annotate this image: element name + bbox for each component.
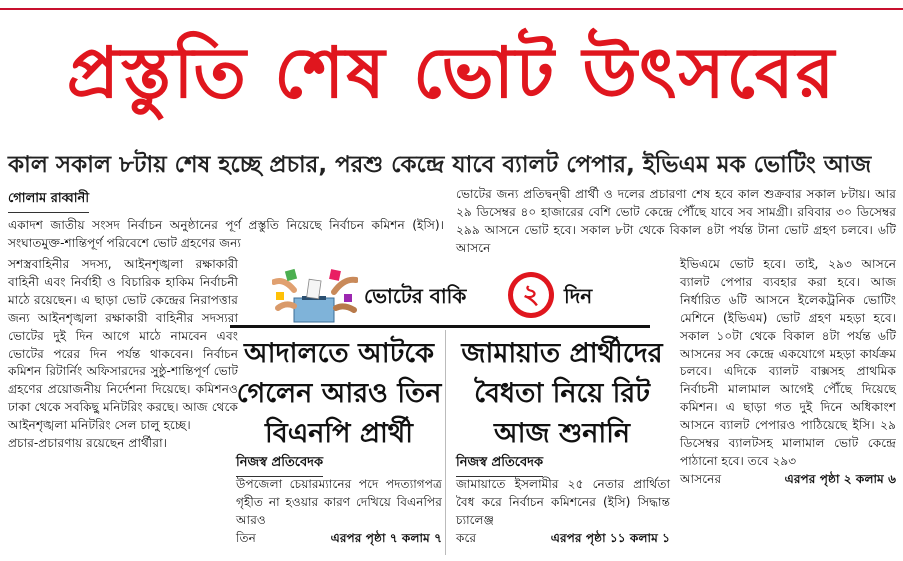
story-left-headline-line: আদালতে আটকে — [243, 338, 435, 369]
story-left-headline-line: বিএনপি প্রার্থী — [264, 418, 414, 449]
countdown-number: ২ — [513, 277, 549, 313]
top-rule — [0, 0, 903, 10]
main-col3 — [680, 256, 896, 489]
countdown-number-badge — [508, 272, 554, 318]
story-left-jump-link[interactable]: এরপর পৃষ্ঠা ৭ কলাম ৭ — [330, 530, 442, 545]
story-right-byline: নিজস্ব প্রতিবেদক — [456, 453, 543, 477]
main-jump-link[interactable]: এরপর পৃষ্ঠা ২ কলাম ৬ — [784, 471, 896, 486]
story-right-text: জামায়াতে ইসলামীর ২৫ নেতার প্রার্থিতা বৈধ করে নির্বাচন কমিশনের (ইসি) সিদ্ধান্ত চ্যালেঞ্জ — [456, 477, 670, 527]
banner-divider — [230, 325, 650, 328]
story-left-headline-line: গেলেন আরও তিন — [236, 378, 442, 409]
story-right-headline-line: বৈধতা নিয়ে রিট — [474, 378, 650, 409]
story-left-headline — [236, 334, 442, 454]
main-col3-text: ইভিএমে ভোট হবে। তাই, ২৯৩ আসনে ব্যালট পেপার ব্যবহার করা হবে। আজ নির্ধারিত ৬টি আসনে ইলেকট্রনিক ভোটিং মেশিনে (ইভিএম) ভোট গ্রহণ মহড়া হবে। সকাল ১০টা থেকে বিকাল ৪টা পর্যন্ত ৬টি আসনের সব কেন্দ্রে একযোগে মহড়া কার্যক্রম চলবে। এদিকে ব্যালট বাক্সসহ প্রাথমিক নির্বাচনী মালামাল আগেই পৌঁছে দিয়েছে কমিশন। এ ছাড়া গত দুই দিনে অধিকাংশ আসনে ব্যালট পেপারও পাঠিয়েছে ইসি। ২৯ ডিসেম্বর ব্যালটসহ মালামাল ভোট কেন্দ্রে পাঠানো হবে। তবে ২৯৩ — [680, 257, 896, 468]
ballot-hands-icon — [272, 268, 358, 324]
story-right-jump-link[interactable]: এরপর পৃষ্ঠা ১১ কলাম ১ — [550, 530, 670, 545]
main-col2-top: ভোটের জন্য প্রতিদ্বন্দ্বী প্রার্থী ও দলের প্রচারণা শেষ হবে কাল শুক্রবার সকাল ৮টায়। আর ২৯ ডিসেম্বর ৪০ হাজারের বেশি ভোট কেন্দ্রে পৌঁছে যাবে সব সামগ্রী। রবিবার ৩০ ডিসেম্বর ২৯৯ আসনে ভোট হবে। সকাল ৮টা থেকে বিকাল ৪টা পর্যন্ত টানা ভোট গ্রহণ চলবে। ৬টি আসনে — [456, 187, 896, 255]
main-col1-last: প্রচার-প্রচারণায় রয়েছেন প্রার্থীরা। — [8, 436, 167, 451]
countdown-banner — [272, 268, 622, 324]
column-divider — [445, 330, 446, 555]
main-headline: প্রস্তুতি শেষ ভোট উৎসবের — [66, 32, 837, 114]
story-left-end: তিন — [236, 530, 256, 545]
story-left-body — [236, 476, 442, 548]
countdown-label-before: ভোটের বাকি — [364, 284, 467, 308]
countdown-label-after: দিন — [564, 284, 593, 308]
main-col3-end: আসনের — [680, 471, 722, 486]
story-right-headline-line: জামায়াত প্রার্থীদের — [461, 338, 663, 369]
story-right-body — [456, 476, 670, 548]
main-byline: গোলাম রাব্বানী — [8, 189, 89, 213]
main-col1-body — [8, 256, 238, 453]
story-left-byline: নিজস্ব প্রতিবেদক — [236, 453, 323, 477]
story-right-headline — [450, 334, 674, 454]
story-right-headline-line: আজ শুনানি — [493, 418, 631, 449]
story-left-text: উপজেলা চেয়ারম্যানের পদে পদত্যাগপত্র গৃহীত না হওয়ার কারণ দেখিয়ে বিএনপির আরও — [236, 477, 442, 527]
story-right-end: করে — [456, 530, 477, 545]
subheadline: কাল সকাল ৮টায় শেষ হচ্ছে প্রচার, পরশু কেন্দ্রে যাবে ব্যালট পেপার, ইভিএম মক ভোটিং আজ — [8, 152, 872, 178]
main-col1-text: সশস্ত্রবাহিনীর সদস্য, আইনশৃঙ্খলা রক্ষাকারী বাহিনী এবং নির্বাহী ও বিচারিক হাকিম নির্বাচনী মাঠে রয়েছেন। এ ছাড়া ভোট কেন্দ্রের নিরাপত্তার জন্য আইনশৃঙ্খলা রক্ষাকারী বাহিনীর সদস্যরা ভোটের দুই দিন আগে মাঠে নামবেন এবং ভোটের পরের দিন পর্যন্ত থাকবেন। নির্বাচন কমিশন রিটার্নিং অফিসারদের সুষ্ঠু-শান্তিপূর্ণ ভোট গ্রহণের প্রয়োজনীয় নির্দেশনা দিয়েছে। কমিশনও ঢাকা থেকে সবকিছু মনিটরিং করছে। আজ থেকে আইনশৃঙ্খলা মনিটরিং সেল চালু হচ্ছে। — [8, 257, 238, 433]
main-col1-top: একাদশ জাতীয় সংসদ নির্বাচন অনুষ্ঠানের পূর্ণ প্রস্তুতি নিয়েছে নির্বাচন কমিশন (ইসি)। সংঘাতমুক্ত-শান্তিপূর্ণ পরিবেশে ভোট গ্রহণের জন্য — [8, 218, 444, 250]
